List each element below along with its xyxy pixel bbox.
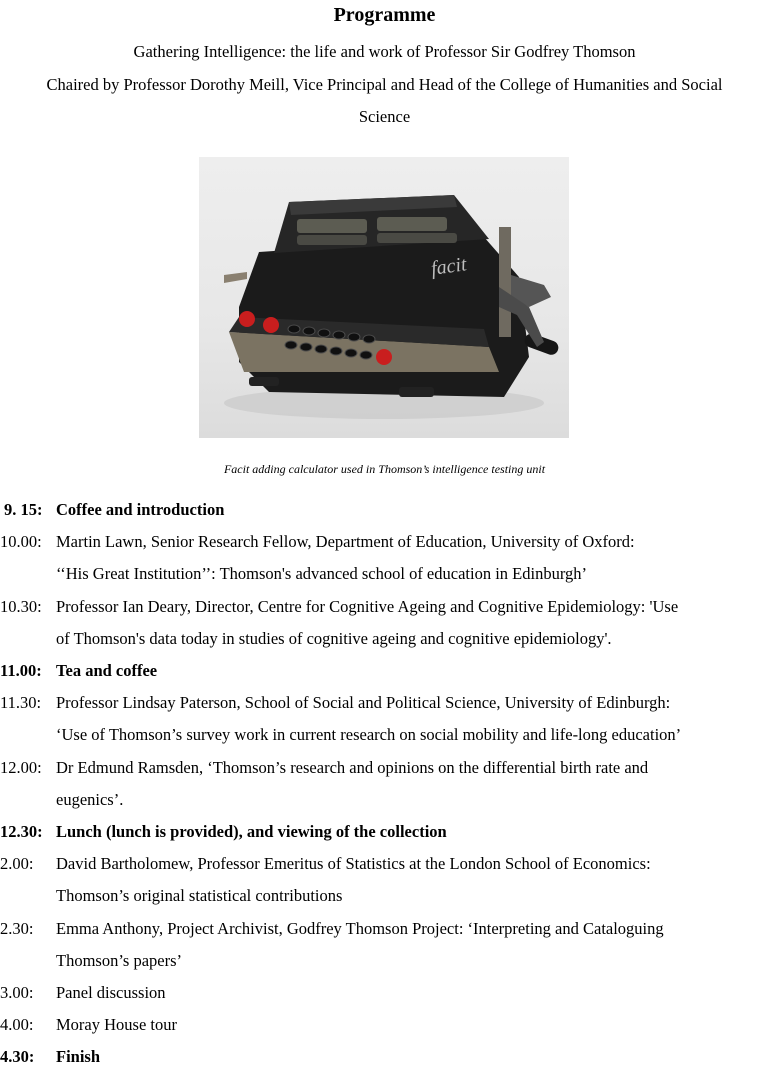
page-title: Programme — [333, 4, 436, 26]
programme-item — [0, 1009, 769, 1041]
subtitle-line: Chaired by Professor Dorothy Meill, Vice Principal and Head of the College of Humanities and Social — [46, 74, 723, 94]
item-time: 11.30: — [0, 693, 42, 713]
item-text: Finish — [56, 1047, 101, 1067]
item-text: ‘Use of Thomson’s survey work in current research on social mobility and life-long education’ — [56, 725, 682, 745]
programme-item — [0, 526, 769, 590]
programme-item — [0, 591, 769, 655]
programme-item — [0, 913, 769, 977]
item-time: 2.00: — [0, 854, 34, 874]
item-text: of Thomson's data today in studies of cognitive ageing and cognitive epidemiology'. — [56, 628, 612, 648]
item-text: Professor Lindsay Paterson, School of Social and Political Science, University of Edinburgh: — [56, 693, 671, 713]
calculator-photo — [199, 157, 569, 438]
programme-item — [0, 977, 769, 1009]
programme-item — [0, 687, 769, 751]
photo-caption: Facit adding calculator used in Thomson’s intelligence testing unit — [223, 462, 546, 476]
item-text: Dr Edmund Ramsden, ‘Thomson’s research and opinions on the differential birth rate and — [56, 757, 649, 777]
item-time: 3.00: — [0, 983, 34, 1003]
event-subtitle — [0, 36, 769, 134]
item-time: 10.00: — [0, 532, 42, 552]
programme-item — [0, 1041, 769, 1073]
item-text: Moray House tour — [56, 1015, 177, 1035]
programme-item — [0, 655, 769, 687]
item-text: eugenics’. — [56, 789, 124, 809]
item-time: 10.30: — [0, 596, 42, 616]
item-text: Panel discussion — [56, 983, 166, 1003]
item-time: 12.00: — [0, 757, 42, 777]
item-time: 2.30: — [0, 918, 34, 938]
item-text: Emma Anthony, Project Archivist, Godfrey Thomson Project: ‘Interpreting and Cataloguing — [56, 918, 664, 938]
item-text: Thomson’s original statistical contributions — [56, 886, 343, 906]
item-text: Martin Lawn, Senior Research Fellow, Department of Education, University of Oxford: — [56, 532, 635, 552]
item-time: 9. 15: — [4, 500, 43, 519]
item-text: Coffee and introduction — [56, 500, 225, 519]
programme-item — [0, 848, 769, 912]
item-time: 4.30: — [0, 1047, 35, 1067]
programme-item — [0, 494, 769, 526]
subtitle-line: Science — [358, 107, 411, 126]
item-text: Lunch (lunch is provided), and viewing of the collection — [56, 822, 447, 842]
programme-item — [0, 816, 769, 848]
programme-item — [0, 752, 769, 816]
item-time: 12.30: — [0, 822, 43, 842]
item-text: ‘‘His Great Institution’’: Thomson's advanced school of education in Edinburgh’ — [56, 564, 588, 584]
item-time: 11.00: — [0, 661, 42, 681]
item-text: Thomson’s papers’ — [56, 950, 183, 970]
item-text: Professor Ian Deary, Director, Centre for Cognitive Ageing and Cognitive Epidemiology: 'Use — [56, 596, 679, 616]
programme-list — [0, 494, 769, 1074]
brand-logo: facit — [429, 253, 468, 280]
subtitle-line: Gathering Intelligence: the life and work of Professor Sir Godfrey Thomson — [133, 42, 636, 61]
item-text: Tea and coffee — [56, 661, 158, 681]
item-text: David Bartholomew, Professor Emeritus of Statistics at the London School of Economics: — [56, 854, 651, 874]
item-time: 4.00: — [0, 1015, 34, 1035]
